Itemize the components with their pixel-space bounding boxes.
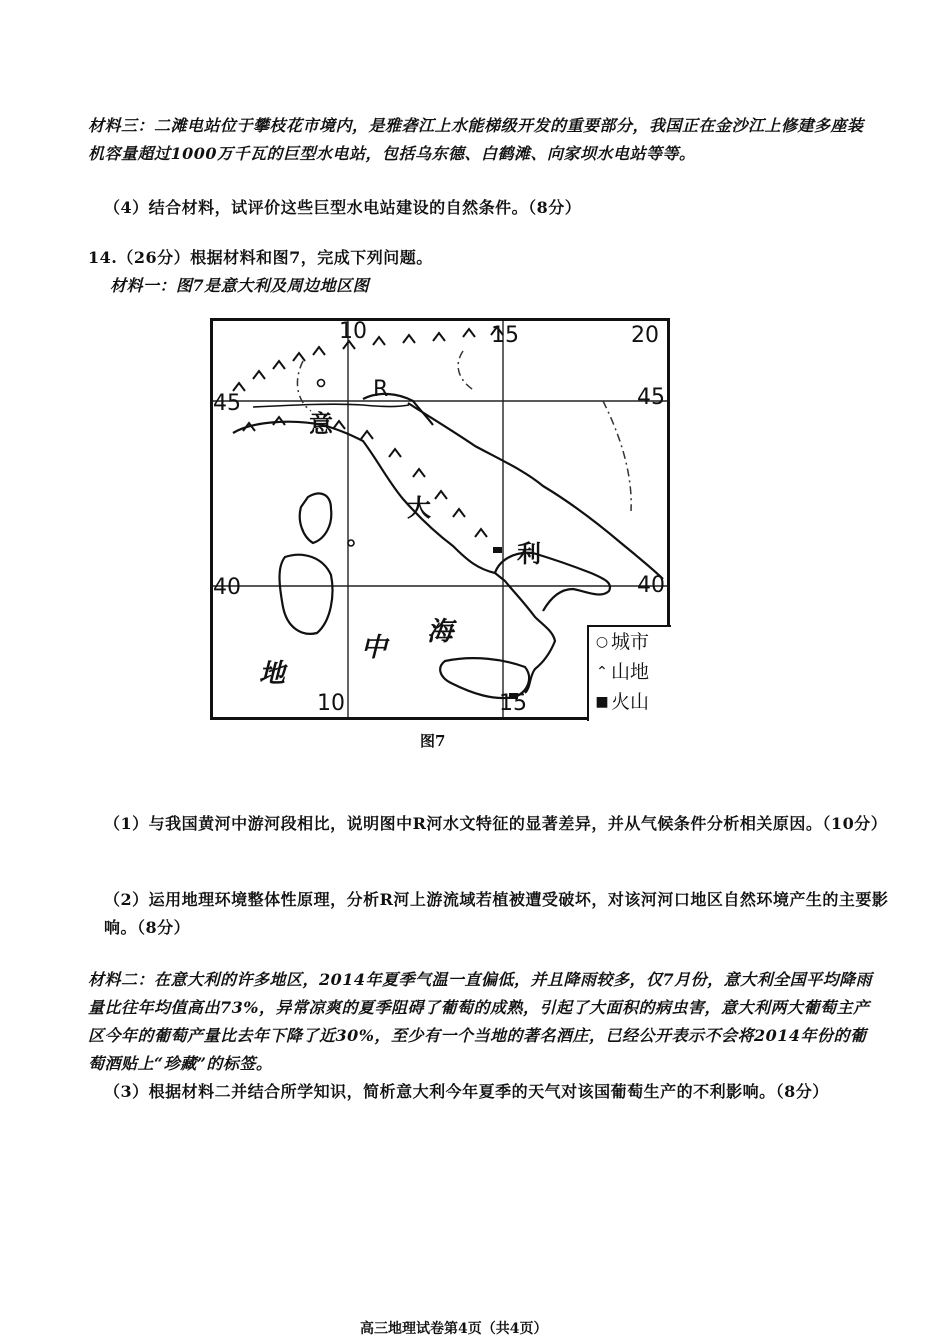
- figure-caption: 图7: [420, 732, 446, 750]
- volcano-icon: [493, 547, 502, 553]
- river-r-label: R: [373, 377, 389, 402]
- apennine-mountains: [243, 417, 487, 537]
- lat-label-right-40: 40: [637, 573, 665, 598]
- country-char-3: 利: [517, 539, 541, 568]
- city-dot-icon: ○: [595, 634, 609, 650]
- lon-label-bottom-10: 10: [317, 691, 345, 716]
- country-char-2: 大: [407, 493, 431, 522]
- lon-label-top-15: 15: [491, 323, 519, 348]
- question-4: （4）结合材料，试评价这些巨型水电站建设的自然条件。（8分）: [104, 198, 582, 217]
- page-footer: 高三地理试卷第4页（共4页）: [360, 1321, 548, 1337]
- volcano-icon: ■: [595, 694, 609, 710]
- sea-char-1: 地: [259, 659, 286, 689]
- question-14-header: 14.（26分）根据材料和图7，完成下列问题。: [88, 248, 433, 267]
- legend-label-city: 城市: [611, 631, 650, 653]
- city-dot-icon: [318, 380, 325, 387]
- legend-label-volcano: 火山: [611, 691, 650, 713]
- sea-char-3: 海: [427, 617, 454, 647]
- legend-row-city: [593, 629, 649, 655]
- sardinia: [280, 555, 333, 634]
- lat-label-left-45: 45: [213, 391, 241, 416]
- legend-label-mountain: 山地: [611, 661, 650, 683]
- question-14-1: （1）与我国黄河中游河段相比，说明图中R河水文特征的显著差异，并从气候条件分析相关原因。（10分）: [104, 814, 888, 833]
- alps-mountains: [233, 327, 503, 391]
- mountain-icon: ⌃: [596, 664, 608, 680]
- lat-label-left-40: 40: [213, 575, 241, 600]
- lon-label-top-20: 20: [631, 323, 659, 348]
- country-char-1: 意: [309, 409, 333, 438]
- legend-row-mountain: [593, 659, 649, 685]
- italy-map: [210, 318, 670, 720]
- question-14-3: （3）根据材料二并结合所学知识，简析意大利今年夏季的天气对该国葡萄生产的不利影响。（8分）: [104, 1082, 829, 1101]
- italy-coastline: [233, 422, 610, 693]
- material-three-text: 材料三：二滩电站位于攀枝花市境内，是雅砻江上水能梯级开发的重要部分，我国正在金沙江上修建多座装机容量超过1000万千瓦的巨型水电站，包括乌东德、白鹤滩、向家坝水电站等等。: [88, 116, 864, 163]
- city-dot-icon: [348, 540, 354, 546]
- legend-row-volcano: [593, 689, 649, 715]
- lon-label-bottom-15: 15: [499, 691, 527, 716]
- material-one-text: 材料一：图7是意大利及周边地区图: [110, 276, 370, 295]
- lat-label-right-45: 45: [637, 385, 665, 410]
- material-two-text: 材料二：在意大利的许多地区，2014年夏季气温一直偏低，并且降雨较多，仅7月份，意大利全国平均降雨量比往年均值高出73%，异常凉爽的夏季阻碍了葡萄的成熟，引起了大面积的病虫害，意大利两大葡萄主产区今年的葡萄产量比去年下降了近30%，至少有一个当地的著名酒庄，已经公开表示不会将2014年份的葡萄酒贴上“珍藏”的标签。: [88, 970, 873, 1073]
- question-14-2: （2）运用地理环境整体性原理，分析R河上游流域若植被遭受破坏，对该河河口地区自然环境产生的主要影响。（8分）: [104, 890, 889, 937]
- river-r: [253, 404, 409, 407]
- corsica: [300, 493, 332, 543]
- lon-label-top-10: 10: [339, 319, 367, 344]
- sea-char-2: 中: [361, 633, 388, 663]
- map-legend: [587, 625, 671, 721]
